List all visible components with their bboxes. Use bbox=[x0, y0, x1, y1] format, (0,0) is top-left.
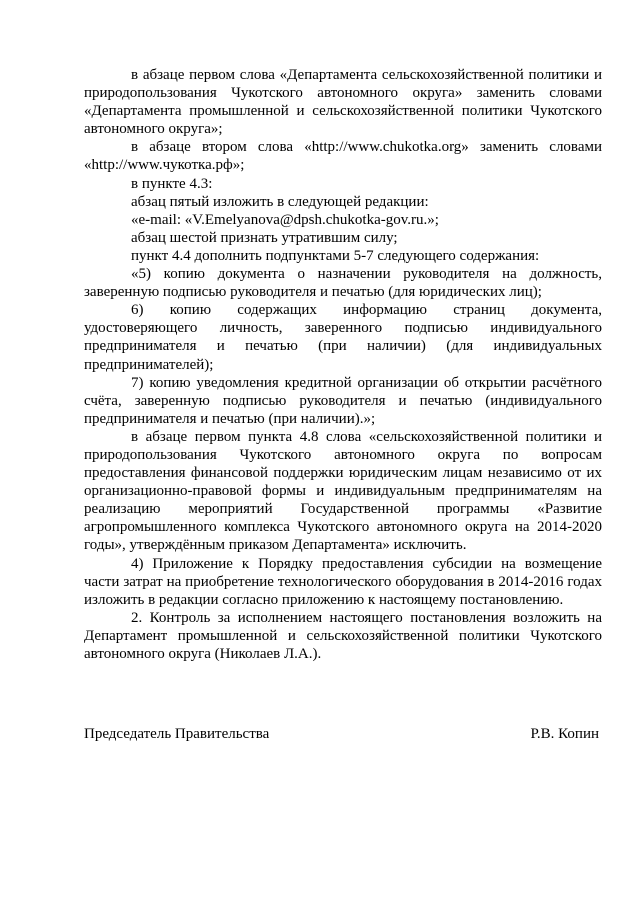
paragraph: в абзаце первом слова «Департамента сельскохозяйственной политики и природопользования Чукотского автономного округа» заменить словами «Департамента промышленной и сельскохозяйственной политики Чукотского автономного округа»; bbox=[84, 67, 602, 138]
paragraph: 7) копию уведомления кредитной организации об открытии расчётного счёта, заверенную подписью руководителя и печатью (индивидуального предпринимателя и печатью (при наличии).»; bbox=[84, 374, 602, 427]
document-body bbox=[84, 66, 602, 663]
signature-block bbox=[84, 725, 599, 743]
paragraph: 4) Приложение к Порядку предоставления субсидии на возмещение части затрат на приобретение технологического оборудования в 2014-2016 годах изложить в редакции согласно приложению к настоящему постановлению. bbox=[84, 555, 602, 608]
signatory-name: Р.В. Копин bbox=[530, 726, 599, 742]
paragraph: в абзаце первом пункта 4.8 слова «сельскохозяйственной политики и природопользования Чукотского автономного округа по вопросам предоставления финансовой поддержки юридическим лицам независимо от их организационно-правовой формы и индивидуальным предпринимателям на реализацию мероприятий Государственной программы «Развитие агропромышленного комплекса Чукотского автономного округа на 2014-2020 годы», утверждённым приказом Департамента» исключить. bbox=[84, 428, 602, 554]
paragraph: в абзаце втором слова «http://www.chukotka.org» заменить словами «http://www.чукотка.рф»; bbox=[84, 139, 602, 174]
paragraph: пункт 4.4 дополнить подпунктами 5-7 следующего содержания: bbox=[131, 247, 540, 264]
signatory-position: Председатель Правительства bbox=[84, 726, 270, 742]
paragraph: 2. Контроль за исполнением настоящего постановления возложить на Департамент промышленной и сельскохозяйственной политики Чукотского автономного округа (Николаев Л.А.). bbox=[84, 609, 602, 662]
paragraph: абзац пятый изложить в следующей редакции: bbox=[131, 193, 429, 210]
paragraph: в пункте 4.3: bbox=[131, 175, 213, 192]
paragraph: «e-mail: «V.Emelyanova@dpsh.chukotka-gov.ru.»; bbox=[131, 211, 439, 228]
paragraph: 6) копию содержащих информацию страниц документа, удостоверяющего личность, заверенного подписью индивидуального предпринимателя и печатью (при наличии) (для индивидуальных предпринимателей); bbox=[84, 302, 602, 373]
paragraph: «5) копию документа о назначении руководителя на должность, заверенную подписью руководителя и печатью (для юридических лиц); bbox=[84, 266, 602, 301]
paragraph: абзац шестой признать утратившим силу; bbox=[131, 229, 398, 246]
